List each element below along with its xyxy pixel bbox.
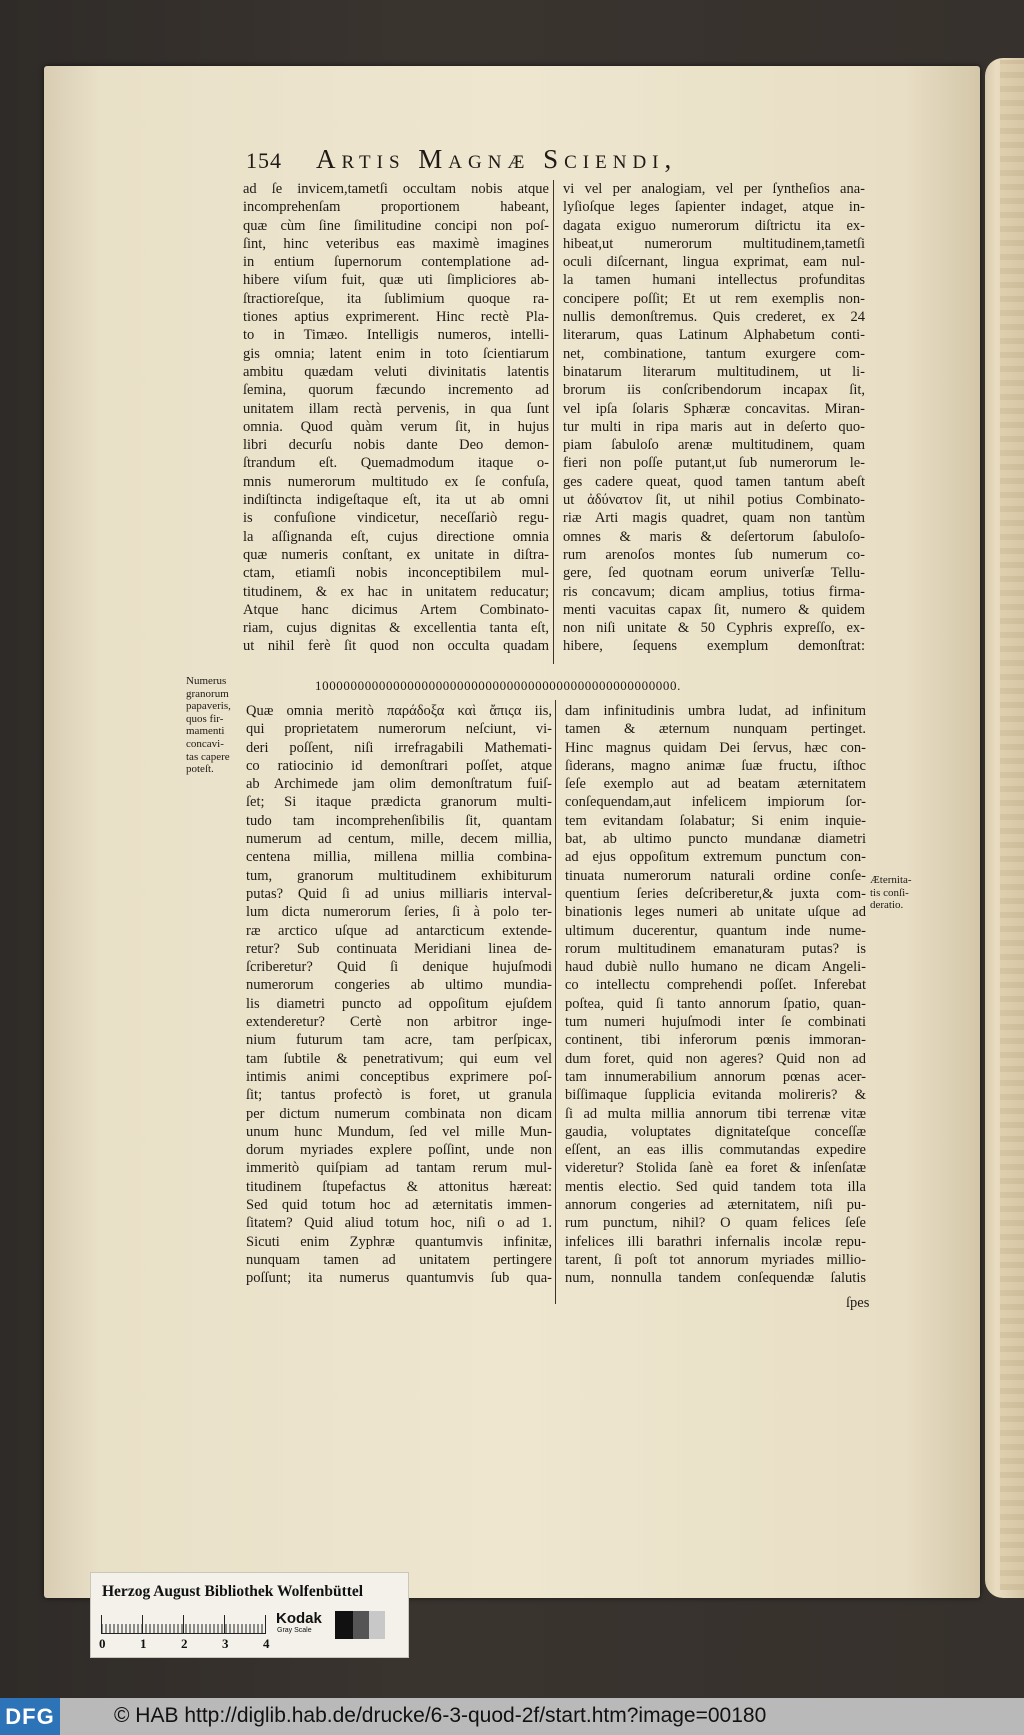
text-column-bottom-left (246, 702, 552, 1288)
text-line: ſemina, quorum fæcundo incremento ad (243, 382, 549, 399)
text-line: rum arenoſos montes ſub numerum co- (563, 546, 865, 563)
text-line: ctam, etiamſi nobis inconceptibilem mul- (243, 565, 549, 582)
margin-note-line: Æternita- (870, 874, 912, 886)
text-line: rorum multitudinem emanaturam putas? is (565, 940, 866, 957)
margin-note-line: papaveris, (186, 700, 231, 713)
text-line: piam ſabuloſo arenæ multitudinem, quam (563, 437, 865, 454)
text-line: ultimum ducerentur, quantum inde nume- (565, 922, 866, 939)
text-line: tum, granorum multitudinem exhibiturum (246, 867, 552, 884)
text-line: qui proprietatem numerorum neſciunt, vi- (246, 721, 552, 738)
text-column-top-right (563, 180, 865, 656)
text-line: unitatem illam rectà pervenis, in qua ſunt (243, 400, 549, 417)
text-line: retur? Sub continuata Meridiani linea de- (246, 940, 552, 957)
margin-note-line: concavi- (186, 737, 224, 750)
text-column-bottom-right (565, 702, 866, 1288)
text-line: tarent, ſi poſt tot annorum myriades millio- (565, 1251, 866, 1268)
column-rule-top (553, 180, 554, 664)
text-line: hibere viſum fuit, quæ uti ſimpliciores ab- (243, 272, 549, 289)
text-line: literarum, quas Latinum Alphabetum conti- (563, 327, 865, 344)
text-line: annorum congeries ad æternitatem, niſi pu- (565, 1197, 866, 1214)
text-line: ab Archimede jam olim demonſtratum fuiſ- (246, 776, 552, 793)
text-line: conſequendam,aut infelicem impiorum ſor- (565, 794, 866, 811)
ruler-number: 1 (140, 1636, 147, 1651)
footer-bar (0, 1698, 1024, 1735)
text-line: lum dicta numerorum ſeries, ſi à polo ter- (246, 904, 552, 921)
text-line: ræ arctico uſque ad antarcticum extende- (246, 922, 552, 939)
text-line: libri decurſu nobis dante Deo demon- (243, 437, 549, 454)
text-line: dagata exiguo numerorum diſtrictu ita ex- (563, 217, 865, 234)
margin-note-line: quos fir- (186, 712, 224, 725)
text-line: nullis demonſtremus. Quis crederet, ex 24 (563, 309, 865, 326)
running-header (246, 144, 766, 184)
kodak-logo: Kodak (276, 1610, 322, 1627)
text-line: per dictum numerum combinata non dicam (246, 1105, 552, 1122)
text-line: tur multi in ripa maris aut in deſerto quo- (563, 418, 865, 435)
text-line: immeritò quiſpiam ad tantam rerum mul- (246, 1160, 552, 1177)
text-line: dorum myriades explere poſſint, unde non (246, 1142, 552, 1159)
text-line: num, nonnulla tandem conſequendæ ſalutis (565, 1270, 866, 1287)
text-line: mnis numerorum multitudo ex ſe confuſa, (243, 473, 549, 490)
text-line: lyſioſque leges ſapienter indaget, atque in- (563, 199, 865, 216)
text-line: ſi ad multa millia annorum tibi terrenæ vitæ (565, 1105, 866, 1122)
text-line: menti vacuitas capax ſit, numero & quidem (563, 601, 865, 618)
text-line: co ratiocinio id demonſtrari poſſet, atque (246, 757, 552, 774)
margin-note-line: Numerus (186, 675, 227, 687)
text-line: omnes & maris & deſertorum ſabuloſo- (563, 528, 865, 545)
text-line: binatarum literarum multitudinem, ut li- (563, 363, 865, 380)
text-line: dam infinitudinis umbra ludat, ad infinitum (565, 703, 866, 719)
text-line: non niſi unitate & 50 Cyphris expreſſo, ex- (563, 620, 865, 637)
ruler-number: 2 (181, 1636, 188, 1651)
text-line: ut nihil ferè ſit quod non occulta quadam (243, 638, 549, 655)
gray-scale-label: Gray Scale (277, 1627, 312, 1634)
text-line: quæ numeris conſtant, ex unitate in diſtra- (243, 546, 549, 563)
text-line: hibere, ſequens exemplum demonſtrat: (563, 638, 865, 655)
margin-note-line: mamenti (186, 725, 225, 738)
text-line: in entium ſupernorum contemplatione ad- (243, 254, 549, 271)
margin-note-line: deratio. (870, 899, 904, 912)
text-line: numerum ad centum, mille, decem millia, (246, 831, 552, 848)
text-line: tam innumerabilium annorum pœnas acer- (565, 1068, 866, 1085)
text-line: incomprehenſam proportionem habeant, (243, 199, 549, 216)
margin-note-line: tas capere (186, 750, 230, 763)
text-line: ſeſe exemplo aut ad beatam æternitatem (565, 776, 866, 793)
text-line: is confuſione vindicetur, neceſſariò regu- (243, 510, 549, 527)
text-line: Sed quid totum hoc ad æternitatis immen- (246, 1197, 552, 1214)
text-line: Atque hanc dicimus Artem Combinato- (243, 601, 549, 618)
catchword: ſpes (846, 1295, 870, 1311)
text-line: hibeat,ut numerorum multitudinem,tametſi (563, 235, 865, 252)
text-line: ſitatem? Quid aliud totum hoc, niſi o ad 1. (246, 1215, 552, 1232)
ruler-number: 3 (222, 1636, 229, 1651)
text-line: quentium ſeries deſcriberetur,& juxta com- (565, 885, 866, 902)
text-line: tum numeri hujuſmodi inter ſe combinati (565, 1014, 866, 1031)
text-line: la aſſignanda eſt, cujus directione omnia (243, 528, 549, 545)
text-line: intimis animi conceptibus exprimere poſ- (246, 1068, 552, 1085)
text-line: ſiderans, magno animæ ſuæ fructu, iſthoc (565, 757, 866, 774)
page-number: 154 (246, 148, 282, 173)
text-line: vi vel per analogiam, vel per ſyntheſios ana- (563, 181, 865, 197)
text-line: Hinc magnus quidam Dei ſervus, hæc con- (565, 739, 866, 756)
text-line: gis omnia; latent enim in toto ſcientiarum (243, 345, 549, 362)
text-line: tem evitandam ſolabatur; Si enim inquie- (565, 812, 866, 829)
text-line: concipere poſſit; Et ut rem exemplis non- (563, 290, 865, 307)
text-line: putas? Quid ſi ad unius milliaris interval- (246, 885, 552, 902)
text-line: ges cadere queat, quod tamen tantum abeſt (563, 473, 865, 490)
text-line: net, combinatione, tantum exurgere com- (563, 345, 865, 362)
text-line: vel ipſa ſolaris Sphæræ concavitas. Miran- (563, 400, 865, 417)
text-line: centena millia, millena millia combina- (246, 849, 552, 866)
text-line: tamen & æternum nunquam pertinget. (565, 721, 866, 738)
text-line: poſſunt; ita numerus quantumvis ſub qua- (246, 1270, 552, 1287)
text-line: rum punctum, nihil? O quam felices ſeſe (565, 1215, 866, 1232)
text-line: tudo tam incomprehenſibilis ſit, quantam (246, 812, 552, 829)
text-line: ſint, hinc veteribus eas maximè imagines (243, 235, 549, 252)
text-line: unum hunc Mundum, ſed vel mille Mun- (246, 1123, 552, 1140)
text-line: Sicuti enim Zyphræ quantumvis infinitæ, (246, 1233, 552, 1250)
gray-patch-light (369, 1611, 385, 1639)
adjacent-page-leaves (1000, 60, 1024, 1590)
text-line: lis diametri puncto ad oppoſitum ejuſdem (246, 995, 552, 1012)
dfg-logo: DFG (0, 1698, 60, 1735)
text-line: infelices illi barathri infernalis incolæ repu- (565, 1233, 866, 1250)
text-line: nium futurum tam acre, tam perſpicax, (246, 1032, 552, 1049)
marginal-note-right (870, 874, 930, 912)
text-line: la tamen humani intellectus profunditas (563, 272, 865, 289)
text-line: ambitu quædam veluti divinitatis latentis (243, 363, 549, 380)
library-name: Herzog August Bibliothek Wolfenbüttel (102, 1583, 364, 1600)
text-line: continent, tibi inferorum pœnis immoran- (565, 1032, 866, 1049)
text-line: ad ejus oppoſitum extremum punctum con- (565, 849, 866, 866)
text-line: deri poſſent, niſi irrefragabili Mathemati- (246, 739, 552, 756)
column-rule-bottom (555, 700, 556, 1304)
text-line: biſſimaque ſupplicia evitanda molireris? & (565, 1087, 866, 1104)
text-line: binationis leges numeri ab unitate uſque ad (565, 904, 866, 921)
margin-note-line: poteſt. (186, 763, 214, 776)
text-line: ut ἀδύνατον ſit, ut nihil potius Combinato- (563, 492, 865, 509)
margin-note-line: granorum (186, 687, 229, 700)
text-line: tinuata numerorum naturali ordine conſe- (565, 867, 866, 884)
marginal-note-left (186, 675, 246, 776)
text-line: bat, ab ultimo puncto mundanæ diametri (565, 831, 866, 848)
text-line: ris concavum; dicam amplius, totius firma- (563, 583, 865, 600)
text-line: dum foret, quid non ageres? Quid non ad (565, 1050, 866, 1067)
text-line: poſtea, quid ſi tanto annorum ſpatio, quan- (565, 995, 866, 1012)
running-title: Artis Magnæ Sciendi, (316, 144, 678, 174)
footer-source-link[interactable]: © HAB http://diglib.hab.de/drucke/6-3-quod-2f/start.htm?image=00180 (114, 1704, 767, 1727)
color-target-card (90, 1572, 409, 1658)
text-line: Quæ omnia meritò παράδοξα καὶ ἄπιςα iis, (246, 703, 552, 719)
large-number-line: 100000000000000000000000000000000000000000000000000. (315, 678, 681, 693)
ruler-number: 4 (263, 1636, 270, 1651)
text-line: extenderetur? Certè non arbitror inge- (246, 1014, 552, 1031)
text-line: gaudia, voluptates dignitateſque conceſſæ (565, 1123, 866, 1140)
text-line: videretur? Stolida ſanè ea foret & inſenſatæ (565, 1160, 866, 1177)
text-line: ſtrandum eſt. Quemadmodum itaque o- (243, 455, 549, 472)
text-line: ad ſe invicem,tametſi occultam nobis atque (243, 181, 549, 197)
text-line: titudinem ſtupefactus & attonitus hæreat: (246, 1178, 552, 1195)
text-line: co intellectu comprehendi poſſet. Inferebat (565, 977, 866, 994)
text-line: fieri non poſſe putant,ut ſub numerorum le- (563, 455, 865, 472)
text-line: brorum iis conſcribendorum incapax ſit, (563, 382, 865, 399)
text-line: haud dubiè nullo humano ne dicam Angeli- (565, 959, 866, 976)
text-line: ſit; tantus profectò is foret, ut granula (246, 1087, 552, 1104)
text-column-top-left (243, 180, 549, 656)
gray-patch-dark (353, 1611, 369, 1639)
text-line: gere, ſed quotnam eorum univerſæ Tellu- (563, 565, 865, 582)
text-line: riam, cujus dignitas & excellentia tanta eſt, (243, 620, 549, 637)
text-line: ſtractioreſque, ita ſublimium quoque ra- (243, 290, 549, 307)
text-line: riæ Arti magis quadret, quam non tantùm (563, 510, 865, 527)
text-line: ſcriberetur? Quid ſi denique hujuſmodi (246, 959, 552, 976)
text-line: nunquam tamen ad unitatem pertingere (246, 1251, 552, 1268)
text-line: omnia. Quod quàm verum ſit, in hujus (243, 418, 549, 435)
text-line: to in Timæo. Intelligis numeros, intelli- (243, 327, 549, 344)
text-line: indiſtincta indigeſtaque eſt, ita ut ab omni (243, 492, 549, 509)
text-line: mentis electio. Sed quid tandem tota illa (565, 1178, 866, 1195)
margin-note-line: tis conſi- (870, 886, 909, 899)
text-line: tiones aptius exprimerent. Hinc rectè Pla- (243, 309, 549, 326)
text-line: eſſent, an eas illis commutandas expedire (565, 1142, 866, 1159)
gray-patch-black (335, 1611, 353, 1639)
text-line: ſet; Si itaque prædicta granorum multi- (246, 794, 552, 811)
text-line: oculi diſcernant, lingua exprimat, eam nul- (563, 254, 865, 271)
ruler-number: 0 (99, 1636, 106, 1651)
text-line: quæ cùm ſine ſimilitudine concipi non poſ- (243, 217, 549, 234)
scale-ruler (101, 1613, 266, 1634)
text-line: titudinem, & ex hac in unitatem reducatur; (243, 583, 549, 600)
text-line: numerorum congeries ab ultimo mundia- (246, 977, 552, 994)
text-line: tam ſubtile & penetrativum; qui eum vel (246, 1050, 552, 1067)
